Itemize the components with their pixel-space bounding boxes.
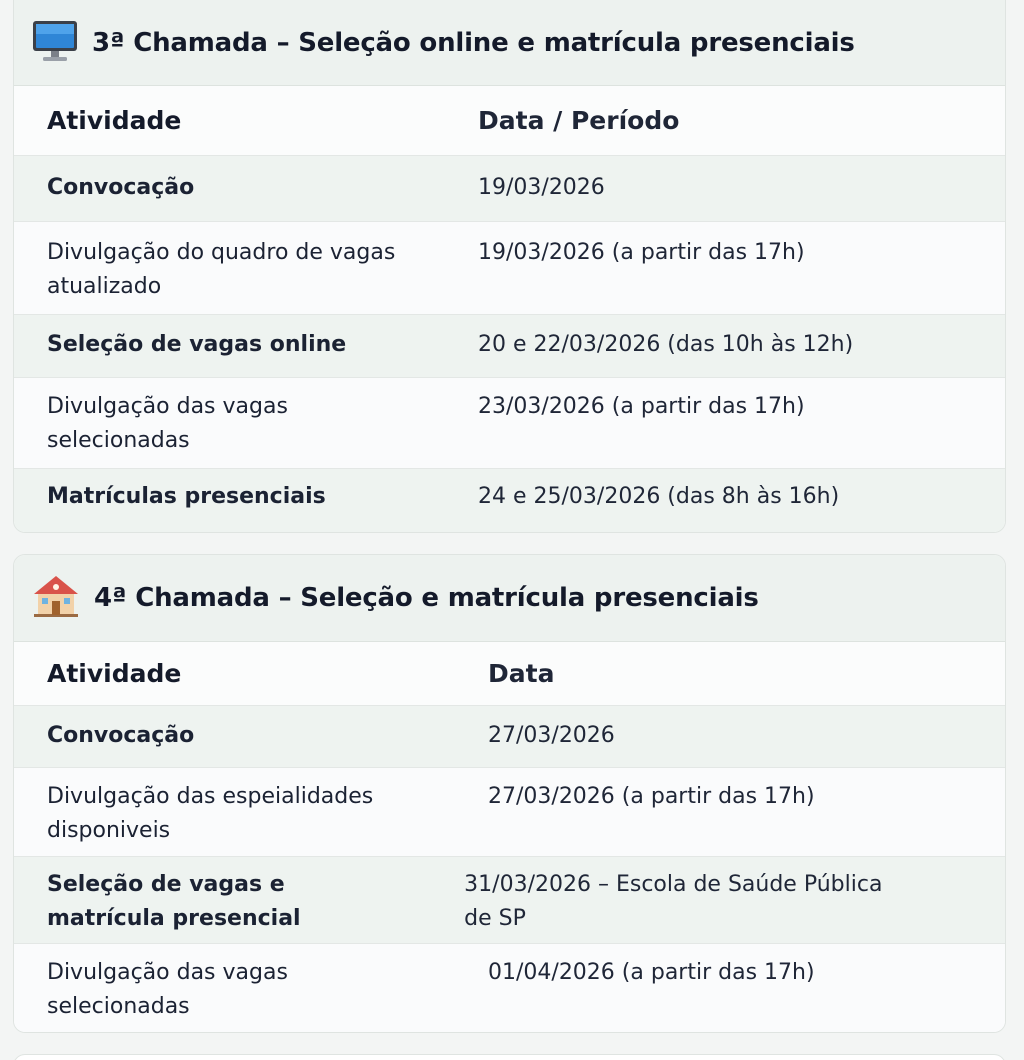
card-header xyxy=(14,0,1005,86)
activity-cell: Convocação xyxy=(47,723,195,748)
date-cell: 27/03/2026 xyxy=(488,723,615,748)
activity-cell: Divulgação das espeialidades disponiveis xyxy=(47,784,374,843)
date-cell: 19/03/2026 xyxy=(478,175,605,200)
activity-cell: Seleção de vagas e matrícula presencial xyxy=(47,872,301,931)
section-title: 3ª Chamada – Seleção online e matrícula presenciais xyxy=(92,28,855,58)
activity-cell: Divulgação das vagas selecionadas xyxy=(47,960,288,1019)
computer-monitor-icon xyxy=(32,19,78,67)
table-row xyxy=(14,222,1005,315)
table-row xyxy=(14,944,1005,1032)
table-row xyxy=(14,156,1005,222)
activity-cell: Divulgação das vagas selecionadas xyxy=(47,394,288,453)
school-house-icon xyxy=(32,574,80,622)
schedule-card-4th-call xyxy=(13,554,1006,1033)
table-header-row xyxy=(14,642,1005,706)
schedule-card-3rd-call xyxy=(13,0,1006,533)
activity-cell: Convocação xyxy=(47,175,195,200)
schedule-table xyxy=(14,642,1005,1032)
date-cell: 24 e 25/03/2026 (das 8h às 16h) xyxy=(478,484,840,509)
table-header-row xyxy=(14,86,1005,156)
column-header-date: Data xyxy=(488,658,555,688)
date-cell: 01/04/2026 (a partir das 17h) xyxy=(488,960,815,985)
next-card-partial xyxy=(13,1054,1006,1060)
schedule-table xyxy=(14,86,1005,533)
table-row xyxy=(14,768,1005,857)
column-header-date: Data / Período xyxy=(478,105,680,135)
card-header xyxy=(14,555,1005,642)
date-cell: 20 e 22/03/2026 (das 10h às 12h) xyxy=(478,332,854,357)
table-row xyxy=(14,857,1005,944)
table-row xyxy=(14,706,1005,768)
date-cell: 19/03/2026 (a partir das 17h) xyxy=(478,240,805,265)
activity-cell: Matrículas presenciais xyxy=(47,484,326,509)
date-cell: 23/03/2026 (a partir das 17h) xyxy=(478,394,805,419)
column-header-activity: Atividade xyxy=(47,105,182,135)
column-header-activity: Atividade xyxy=(47,658,182,688)
date-cell: 27/03/2026 (a partir das 17h) xyxy=(488,784,815,809)
activity-cell: Divulgação do quadro de vagas atualizado xyxy=(47,240,396,299)
section-title: 4ª Chamada – Seleção e matrícula presenciais xyxy=(94,583,759,613)
table-row xyxy=(14,378,1005,469)
activity-cell: Seleção de vagas online xyxy=(47,332,347,357)
table-row xyxy=(14,469,1005,533)
table-row xyxy=(14,315,1005,378)
date-cell: 31/03/2026 – Escola de Saúde Pública de SP xyxy=(464,872,883,931)
